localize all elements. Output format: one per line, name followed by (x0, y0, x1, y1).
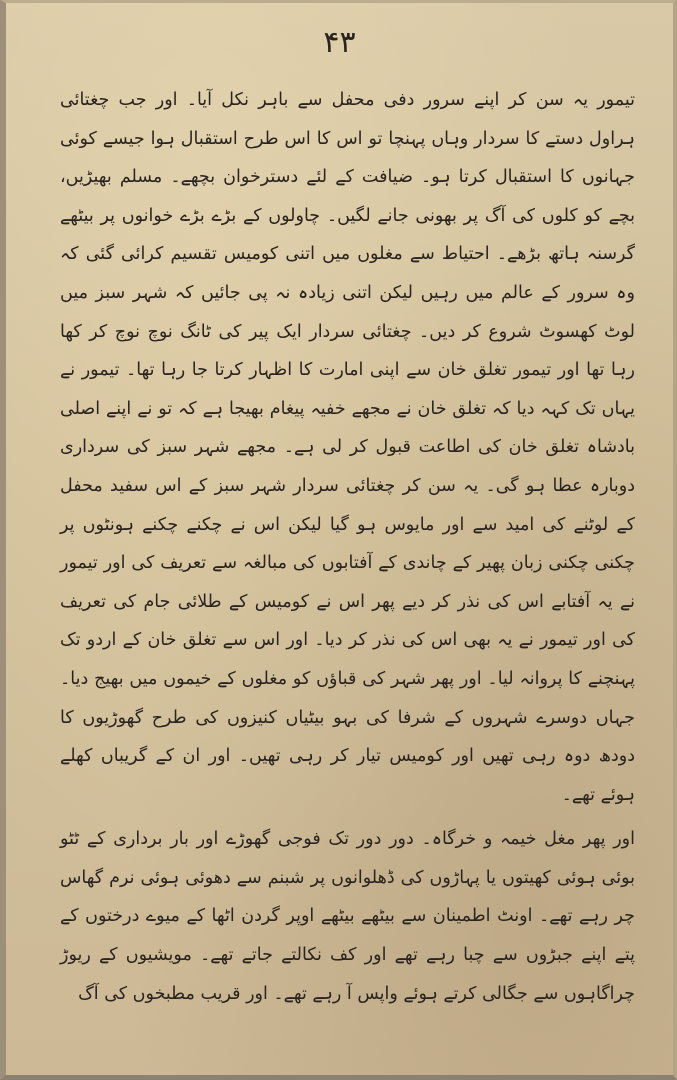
paragraph: تیمور یہ سن کر اپنے سرور دفی محفل سے باہر نکل آیا۔ اور جب چغتائی ہراول دستے کا سردار وہاں پہنچا تو اس کا اس طرح استقبال ہوا جیسے کوئی جہانوں کا استقبال کرتا ہو۔ ضیافت کے لئے دسترخوان بچھے۔ مسلم بھیڑیں، بچے کو کلوں کی آگ پر بھونی جانے لگیں۔ چاولوں کے بڑے بڑے خوانوں پر بیٹھے گرسنہ ہاتھ بڑھے۔ احتیاط سے مغلوں میں اتنی کومیس تقسیم کرائی گئی کہ وہ سرور کے عالم میں رہیں لیکن اتنی زیادہ نہ پی جائیں کہ شہر سبز میں لوٹ کھسوٹ شروع کر دیں۔ چغتائی سردار ایک پیر کی ٹانگ نوچ نوچ کر کھا رہا تھا اور تیمور تغلق خان سے اپنی امارت کا اظہار کرتا جا رہا تھا۔ تیمور نے یہاں تک کہہ دیا کہ تغلق خان نے مجھے خفیہ پیغام بھیجا ہے کہ تو نے اپنے اصلی بادشاہ تغلق خان کی اطاعت قبول کر لی ہے۔ مجھے شہر سبز کی سرداری دوبارہ عطا ہو گی۔ یہ سن کر چغتائی سردار شہر سبز کے اس سفید محفل کے لوٹنے کی امید سے اور مایوس ہو گیا لیکن اس نے چکنے چکنے ہونٹوں پر چکنی چکنی زبان پھیر کے چاندی کے آفتابوں کی مبالغہ سے تعریف کی اور تیمور نے یہ آفتابے اس کی نذر کر دیے پھر اس نے کومیس کے طلائی جام کی تعریف کی اور تیمور نے یہ بھی اس کی نذر کر دیا۔ اور اس سے تغلق خان کے اردو تک پہنچنے کا پروانہ لیا۔ اور پھر شہر کی قباؤں کو مغلوں کے خیموں میں بھیج دیا۔ جہاں دوسرے شہروں کے شرفا کی بہو بیٹیاں کنیزوں کی طرح گھوڑیوں کا دودھ دوہ رہی تھیں اور کومیس تیار کر رہی تھیں۔ اور ان کے گریباں کھلے ہوئے تھے۔ (60, 90, 635, 805)
page-number: ۴۳ (323, 25, 356, 60)
page-body-text (60, 81, 635, 1013)
paragraph: اور پھر مغل خیمہ و خرگاہ۔ دور دور تک فوجی گھوڑے اور بار برداری کے ٹٹو بوئی ہوئی کھیتوں یا پہاڑوں کی ڈھلوانوں پر شبنم سے دھوئی ہوئی نرم گھاس چر رہے تھے۔ اونٹ اطمینان سے بیٹھے بیٹھے اوپر گردن اٹھا کے میوے درختوں کے پتے اپنے جبڑوں سے چبا رہے تھے اور کف نکالتے جاتے تھے۔ مویشیوں کے ریوڑ چراگاہوں سے جگالی کرتے ہوئے واپس آ رہے تھے۔ اور قریب مطبخوں کی آگ (60, 829, 635, 1004)
